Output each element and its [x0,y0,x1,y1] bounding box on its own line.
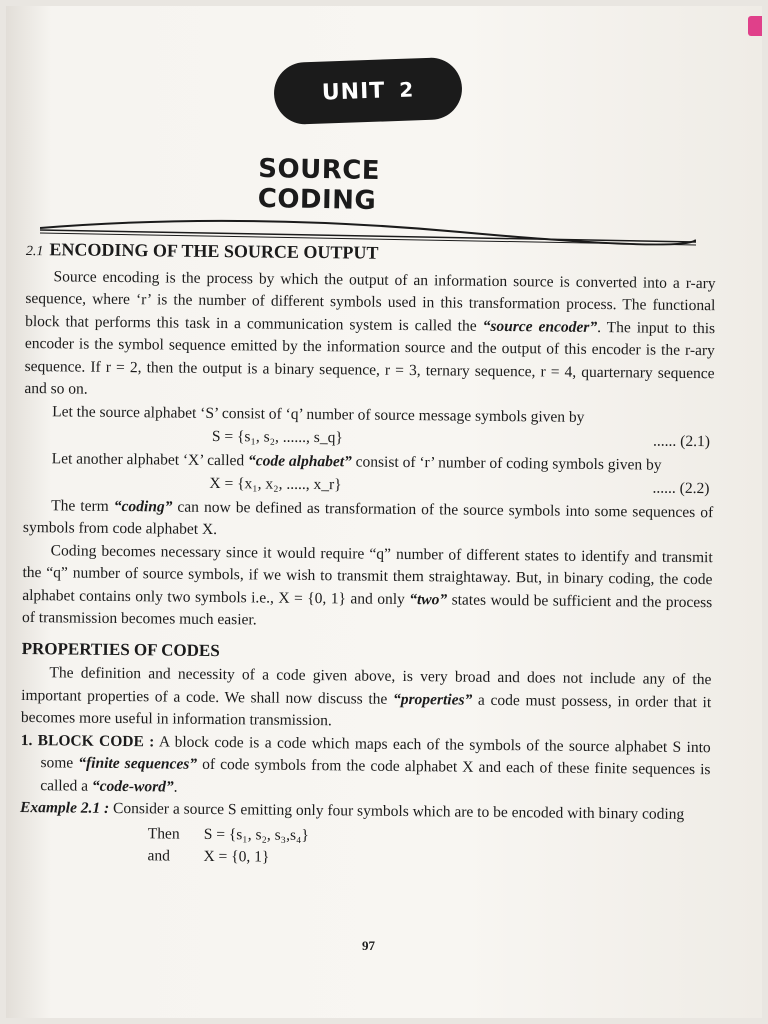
term-source-encoder: “source encoder” [482,317,598,336]
paragraph-source-alphabet: Let the source alphabet ‘S’ consist of ‘q’ number of source message symbols given by [52,402,585,426]
chapter-title: SOURCE CODING [257,153,381,216]
example-label: Example 2.1 : [19,798,110,817]
page-number: 97 [362,938,375,953]
paragraph-code-alphabet: Let another alphabet ‘X’ called “code alphabet” consist of ‘r’ number of coding symbols given by [51,449,662,474]
section-heading-text: ENCODING OF THE SOURCE OUTPUT [49,239,379,263]
properties-heading: PROPERTIES OF CODES [21,638,220,660]
example-then-row: Then S = {s₁, s₂, s₃,s₄} [147,824,309,844]
term-code-word: “code-word” [91,777,174,796]
example-sets [19,821,709,873]
block-code-item: 1. BLOCK CODE : A block code is a code which maps each of the symbols of the source alphabet S into some “finite sequences” of code symbols from the code alphabet X and each of these finite sequences is called a “code-word”. [20,731,711,796]
equation-2-1-number: ...... (2.1) [652,432,710,451]
term-coding: “coding” [113,497,173,516]
term-two: “two” [409,590,448,608]
term-properties: “properties” [392,690,473,709]
unit-badge [273,57,463,126]
paragraph-coding-necessity: Coding becomes necessary since it would require “q” number of different states to identify and transmit the “q” number of source symbols, if we wish to transmit them straightaway. But, in binary coding, the code alphabet contains only two symbols i.e., X = {0, 1} and only “two” states would be sufficient and the process of transmission becomes much easier. [21,541,713,629]
example-2-1: Example 2.1 : Consider a source S emitting only four symbols which are to be encoded with binary coding [19,798,685,823]
section-number: 2.1 [25,243,44,260]
unit-number: 2 [398,77,415,102]
equation-2-2-expr: X = {x₁, x₂, ....., x_r} [209,474,342,494]
page-content [19,238,716,874]
term-code-alphabet: “code alphabet” [247,451,352,470]
paragraph-properties: The definition and necessity of a code given above, is very broad and does not include any of the important properties of a code. We shall now discuss the “properties” a code must possess, in order that it becomes more useful in information transmission. [20,664,712,730]
paragraph-source-encoding: Source encoding is the process by which the output of an information source is converted into a r-ary sequence, where ‘r’ is the number of different symbols used in this transformation process. The functional block that performs this task in a communication system is called the “source encoder”. The input to this encoder is the symbol sequence emitted by the information source and the output of this encoder is the r-ary sequence. If r = 2, then the output is a binary sequence, r = 3, ternary sequence, r = 4, quarternary sequence and so on. [24,267,716,398]
unit-label: UNIT [321,77,386,106]
example-and-row: and X = {0, 1} [147,847,270,866]
equation-2-2-number: ...... (2.2) [652,479,710,498]
book-page [6,6,762,1018]
equation-2-1-expr: S = {s₁, s₂, ......, s_q} [211,427,343,447]
page-tab-marker [748,16,762,36]
paragraph-coding-definition: The term “coding” can now be defined as transformation of the source symbols into some sequences of symbols from code alphabet X. [22,496,714,539]
term-finite-sequences: “finite sequences” [78,754,198,773]
block-code-lead: 1. BLOCK CODE : [20,731,155,750]
